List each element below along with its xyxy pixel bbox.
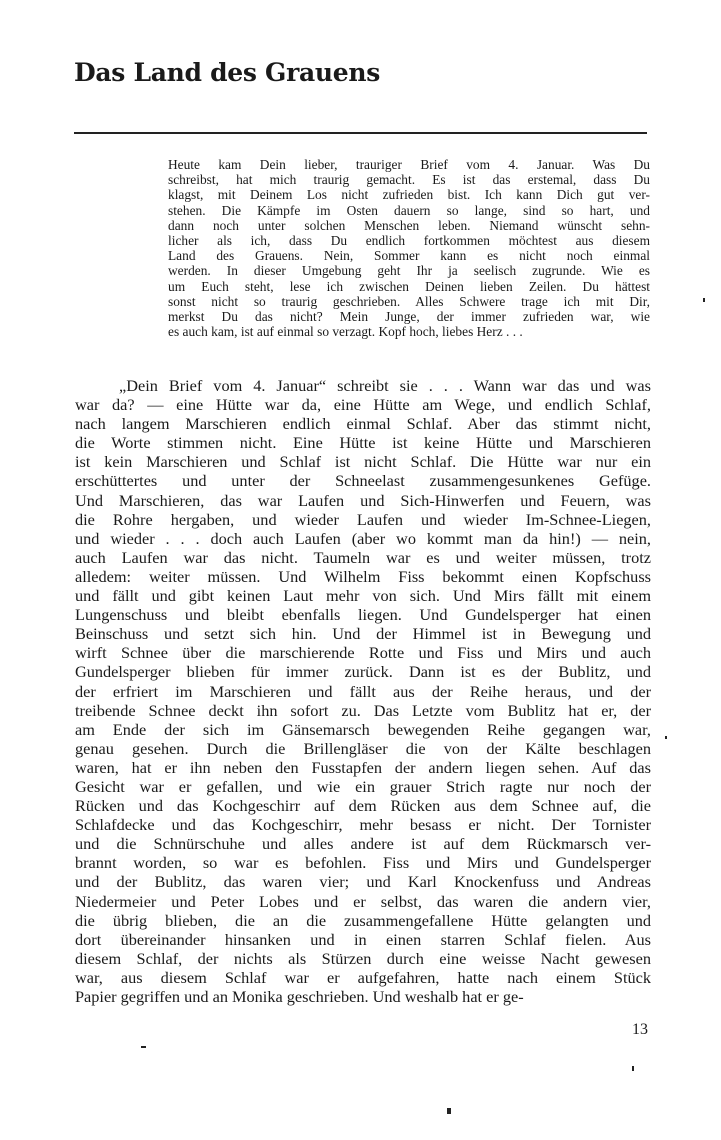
body-line: Gundelsperger blieben für immer zurück. Dann ist es der Bublitz, und	[75, 662, 651, 682]
body-line: Beinschuss und setzt sich hin. Und der Himmel ist in Bewegung und	[75, 624, 651, 644]
body-line: die übrig blieben, die an die zusammengefallene Hütte gelangten und	[75, 910, 651, 930]
quote-line: klagst, mit Deinem Los nicht zufrieden bist. Ich kann Dich gut ver-	[168, 187, 650, 203]
scan-speck	[665, 736, 667, 739]
quote-line: dann noch unter solchen Menschen leben. Niemand wünscht sehn-	[168, 217, 650, 233]
quote-line: schreibst, hat mich traurig gemacht. Es ist das erstemal, dass Du	[168, 172, 650, 188]
body-line: „Dein Brief vom 4. Januar“ schreibt sie . . . Wann war das und was	[119, 376, 651, 395]
body-line: waren, hat er ihn neben den Fusstapfen der andern liegen sehen. Auf das	[75, 757, 651, 777]
scan-speck	[141, 1046, 146, 1048]
body-line: alledem: weiter müssen. Und Wilhelm Fiss bekommt einen Kopfschuss	[75, 566, 651, 586]
body-line: Niedermeier und Peter Lobes und er selbst, das waren die andern vier,	[75, 891, 651, 911]
body-line: am Ende der sich im Gänsemarsch bewegenden Reihe gegangen war,	[75, 719, 651, 739]
body-line: treibende Schnee deckt ihn sofort zu. Das Letzte vom Bublitz hat er, der	[75, 700, 651, 720]
quote-line: merkst Du das nicht? Mein Junge, der immer zufrieden war, wie	[168, 309, 650, 325]
body-line: die Worte stimmen nicht. Eine Hütte ist keine Hütte und Marschieren	[75, 433, 651, 453]
body-line: brannt worden, so war es befohlen. Fiss und Mirs und Gundelsperger	[75, 853, 651, 873]
quote-line: stehen. Die Kämpfe im Osten dauern so lange, sind so hart, und	[168, 202, 650, 218]
body-line: der erfriert im Marschieren und fällt aus der Reihe heraus, und der	[75, 681, 651, 701]
scan-speck	[632, 1066, 634, 1071]
quote-line: sonst nicht so traurig geschrieben. Alles Schwere trage ich mit Dir,	[168, 293, 650, 309]
quote-line: um Euch steht, lese ich zwischen Deinen lieben Zeilen. Du hättest	[168, 278, 650, 294]
body-line: die Rohre hergaben, und wieder Laufen und wieder Im-Schnee-Liegen,	[75, 509, 651, 529]
body-line: Lungenschuss und bleibt ebenfalls liegen. Und Gundelsperger hat einen	[75, 605, 651, 625]
body-line: Gesicht war er gefallen, und wie ein grauer Strich ragte nur noch der	[75, 776, 651, 796]
body-line: dort übereinander hinsanken und in einen starren Schlaf fielen. Aus	[75, 929, 651, 949]
body-line: diesem Schlaf, der nichts als Stürzen durch eine weisse Nacht gewesen	[75, 948, 651, 968]
quote-line: Heute kam Dein lieber, trauriger Brief vom 4. Januar. Was Du	[168, 157, 650, 172]
body-line: Schlafdecke und das Kochgeschirr, mehr besass er nicht. Der Tornister	[75, 815, 651, 835]
quoted-letter	[168, 157, 650, 339]
body-text	[75, 376, 651, 1006]
body-line: genau gesehen. Durch die Brillengläser die von der Kälte beschlagen	[75, 738, 651, 758]
body-line: ist kein Marschieren und Schlaf ist nicht Schlaf. Die Hütte war nur ein	[75, 452, 651, 472]
page-title: Das Land des Grauens	[74, 58, 381, 87]
quote-line: werden. In dieser Umgebung geht Ihr ja seelisch zugrunde. Wie es	[168, 263, 650, 279]
body-line: Papier gegriffen und an Monika geschrieben. Und weshalb hat er ge-	[75, 987, 524, 1006]
scan-speck	[703, 298, 705, 302]
body-line: und fällt und gibt keinen Laut mehr von sich. Und Mirs fällt mit einem	[75, 586, 651, 606]
body-line: und der Bublitz, das waren vier; und Karl Knockenfuss und Andreas	[75, 872, 651, 892]
page-number: 13	[632, 1021, 648, 1038]
body-line: war da? — eine Hütte war da, eine Hütte am Wege, und endlich Schlaf,	[75, 395, 651, 415]
body-line: nach langem Marschieren endlich einmal Schlaf. Aber das stimmt nicht,	[75, 414, 651, 434]
body-line: auch Laufen war das nicht. Taumeln war es und weiter müssen, trotz	[75, 547, 651, 567]
body-line: und die Schnürschuhe und alles andere ist auf dem Rückmarsch ver-	[75, 834, 651, 854]
body-line: und wieder . . . doch auch Laufen (aber wo kommt man da hin!) — nein,	[75, 528, 651, 548]
title-rule	[74, 132, 647, 134]
body-line: Rücken und das Kochgeschirr auf dem Rücken aus dem Schnee auf, die	[75, 796, 651, 816]
quote-line: Land des Grauens. Nein, Sommer kann es nicht noch einmal	[168, 248, 650, 264]
body-line: wirft Schnee über die marschierende Rotte und Fiss und Mirs und auch	[75, 643, 651, 663]
body-line: war, aus diesem Schlaf war er aufgefahren, hatte nach einem Stück	[75, 967, 651, 987]
body-line: erschüttertes und unter der Schneelast zusammengesunkenes Gefüge.	[75, 471, 651, 491]
quote-line: es auch kam, ist auf einmal so verzagt. Kopf hoch, liebes Herz . . .	[168, 324, 523, 340]
quote-line: licher als ich, dass Du endlich fortkommen möchtest aus diesem	[168, 233, 650, 249]
body-line: Und Marschieren, das war Laufen und Sich-Hinwerfen und Feuern, was	[75, 490, 651, 510]
scan-speck	[447, 1108, 451, 1114]
